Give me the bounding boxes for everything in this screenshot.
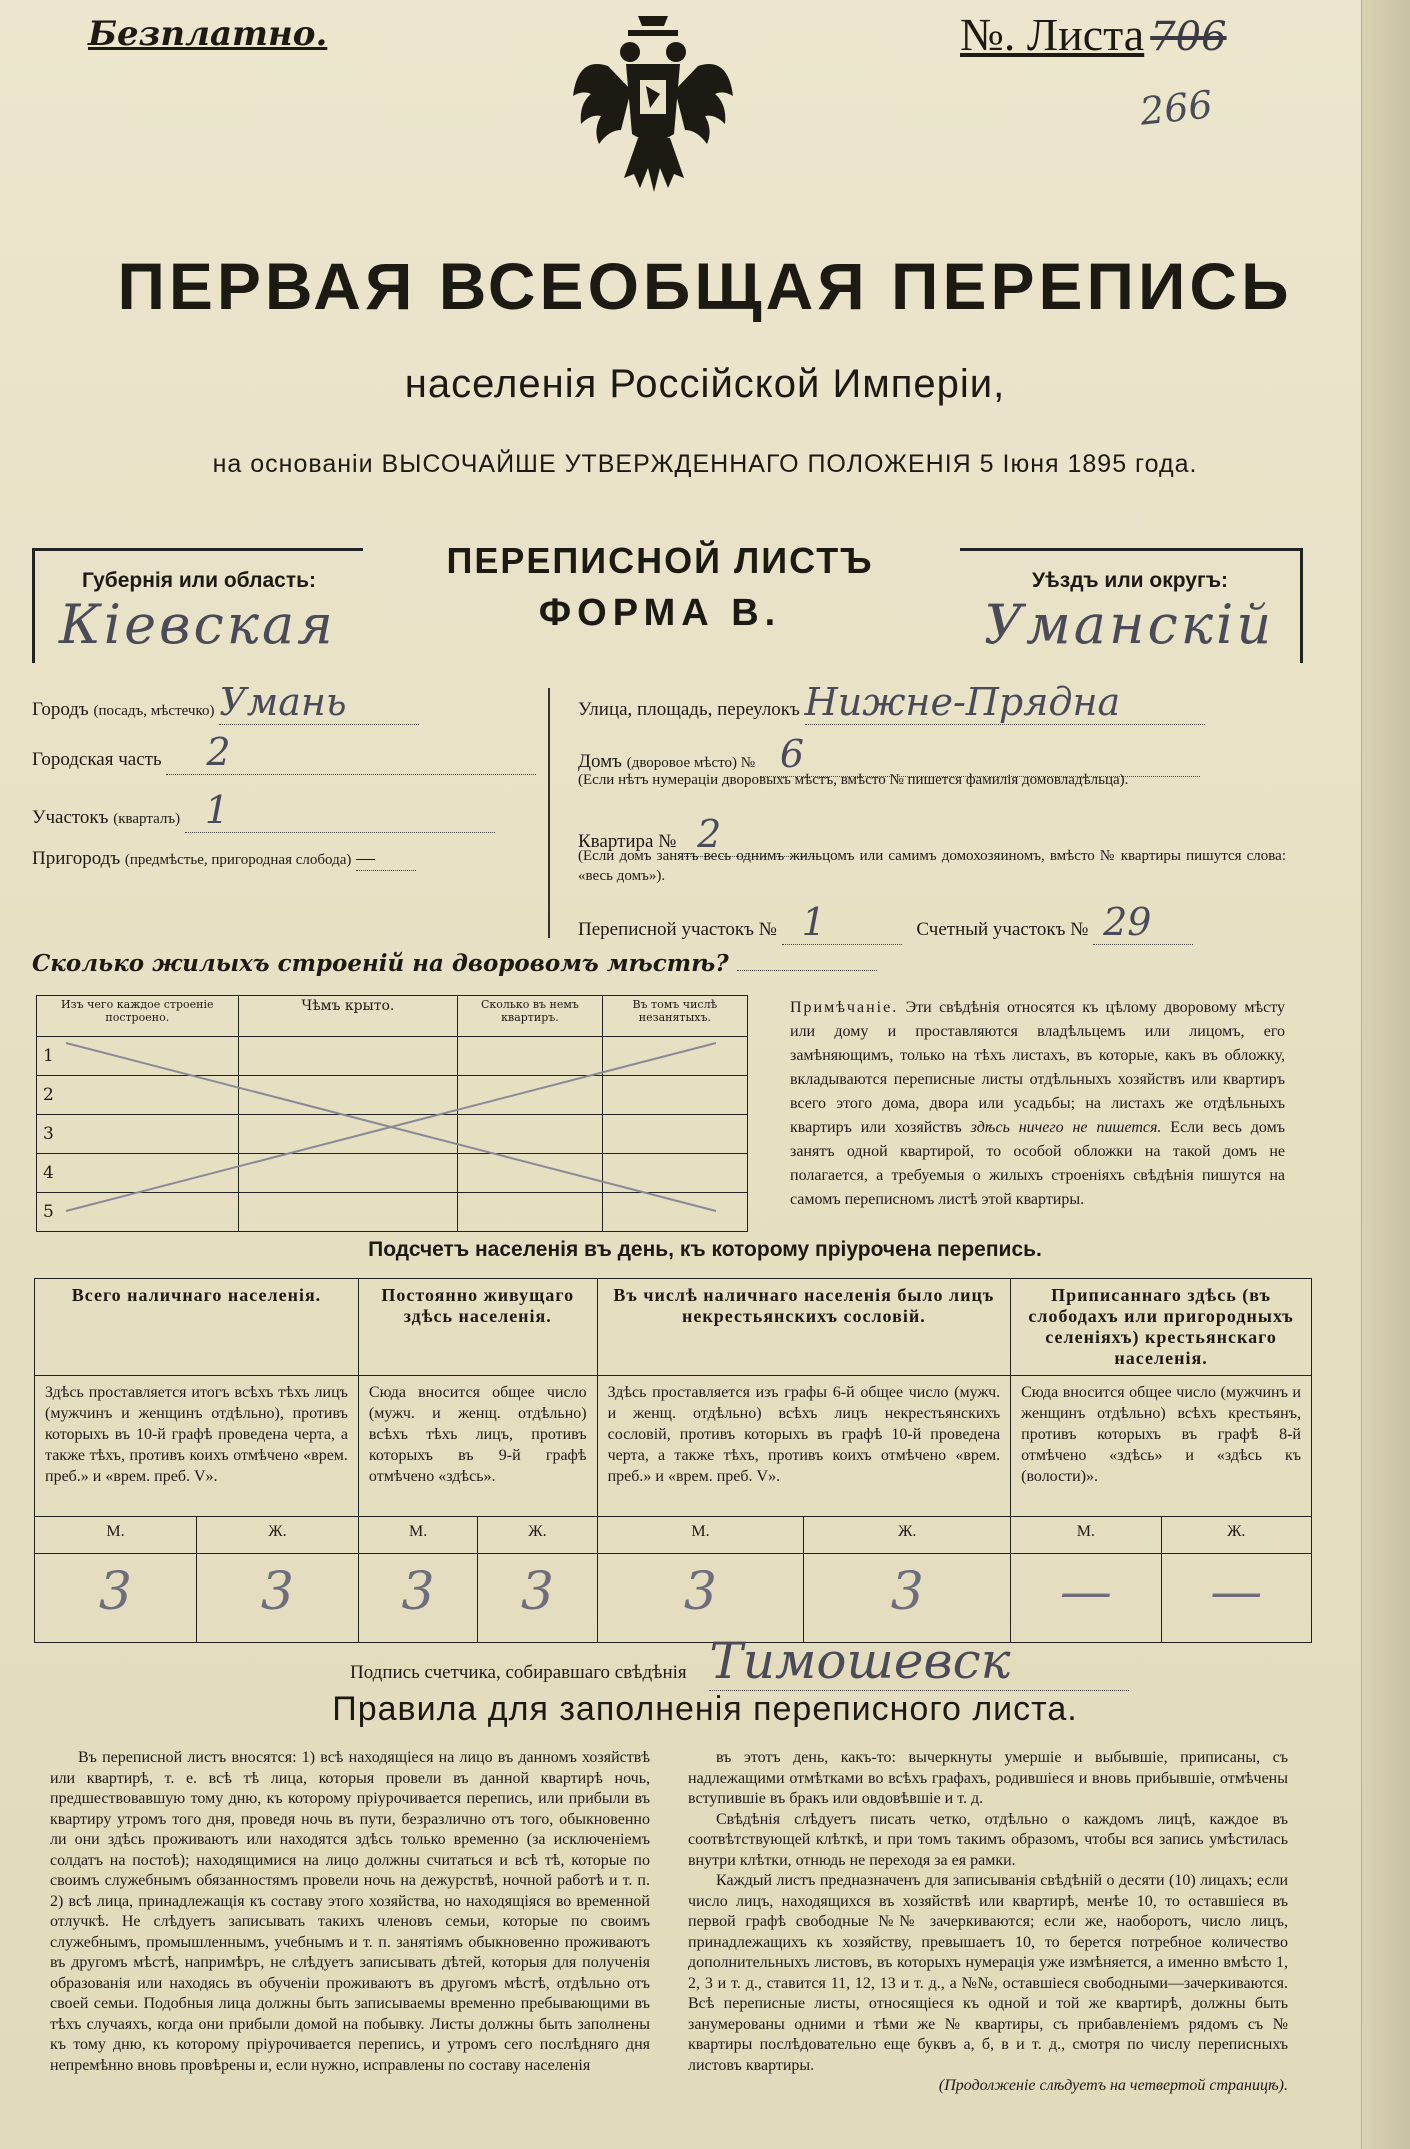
rules-left-text: Въ переписной листъ вносятся: 1) всѣ находящіеся на лицо въ данномъ хозяйствѣ или квартирѣ, т. е. всѣ тѣ лица, которыя провели въ данной квартирѣ ночь, предшествовавшую тому дню, къ которому пріурочивается перепись, или прибыли въ квартиру утромъ того дня, проведя ночь въ пути, безразлично отъ того, обыкновенно ли они здѣсь проживаютъ или находятся здѣсь только временно (за исключеніемъ солдатъ на постоѣ); находящимися на лицо должны считаться и всѣ тѣ, которые по своимъ служебнымъ обязанностямъ провели ночь на дежурствѣ, ночной работѣ и т. п. 2) всѣ лица, принадлежащія къ составу этого хозяйства, но находящіяся во временной отлучкѣ. Не слѣдуетъ записывать такихъ членовъ семьи, которые по своимъ служебнымъ, промышленнымъ, учебнымъ и т. п. занятіямъ обыкновенно проживаютъ въ другомъ мѣстѣ, напримѣръ, не слѣдуетъ записывать дѣтей, которыя для полученія образованія или находясь въ обученіи проживаютъ въ другомъ мѣстѣ, отдѣльно отъ своей семьи. Подобныя лица должны быть записываемы временно пребывающими въ тѣхъ случаяхъ, когда они прибыли домой на побывку. Листы должны быть заполнены къ тому дню, къ которому пріурочивается перепись, и утромъ сего послѣдняго дня непремѣнно вновь провѣрены и, если нужно, исправлены по составу населенія [50, 1749, 650, 2074]
dom-value: 6 [760, 732, 1200, 777]
remark-heading: Примѣчаніе. [790, 999, 899, 1016]
prigorod-sub: (предмѣстье, пригородная слобода) [124, 852, 352, 868]
gorod-value: Умань [219, 680, 419, 725]
free-label: Безплатно. [88, 14, 328, 54]
female-label: Ж. [196, 1517, 358, 1554]
count-value [196, 1554, 358, 1643]
dom-field [578, 732, 1200, 777]
uezd-label: Уѣздъ или округъ: [1031, 569, 1229, 592]
remark-text2: Если весь домъ занятъ одной квартирой, то особой обложки на такой домъ не полагается, а требуемыя о жилыхъ строеніяхъ свѣдѣнія пишутся на самомъ переписномъ листѣ этой квартиры. [790, 1119, 1286, 1208]
count-desc-row [35, 1376, 1312, 1517]
row-number: 5 [37, 1193, 239, 1232]
female-label: Ж. [804, 1517, 1011, 1554]
uezd-value: Уманскій [984, 593, 1275, 656]
cross-out-mark [36, 1033, 748, 1221]
count-title: Подсчетъ населенія въ день, къ которому пріурочена перепись. [368, 1238, 1042, 1261]
count-value-text: 3 [890, 1561, 924, 1622]
ulica-label: Улица, площадь, переулокъ [578, 699, 800, 720]
kvartira-value: 2 [681, 812, 817, 857]
remark-note [790, 996, 1285, 1212]
buildings-col-vacant: Въ томъ числѣ незанятыхъ. [602, 996, 747, 1037]
subtitle: населенія Россійской Имперіи, [404, 362, 1006, 406]
schet-label: Счетный участокъ № [916, 919, 1089, 940]
count-value [1161, 1554, 1311, 1643]
count-header-row [35, 1279, 1312, 1376]
row-number: 1 [37, 1037, 239, 1076]
uchastok-value: 1 [185, 788, 495, 833]
count-value [1011, 1554, 1161, 1643]
schet-value: 29 [1093, 900, 1193, 945]
perep-label: Переписной участокъ № [578, 919, 777, 940]
gorod-sub: (посадъ, мѣстечко) [93, 703, 215, 719]
double-headed-eagle-icon [568, 6, 738, 216]
count-value [804, 1554, 1011, 1643]
remark-italic: здѣсь ничего не пишется. [970, 1119, 1162, 1136]
rules-right-text2: Свѣдѣнія слѣдуетъ писать четко, отдѣльно о каждомъ лицѣ, каждое въ соотвѣтствующей клѣткѣ, и при томъ такимъ образомъ, чтобы вся запись умѣстилась внутри клѣтки, отнюдь не переходя за ея рамки. [688, 1810, 1288, 1869]
form-title-line1: ПЕРЕПИСНОЙ ЛИСТЪ [446, 540, 874, 581]
count-value [597, 1554, 804, 1643]
row-number: 3 [37, 1115, 239, 1154]
male-label: М. [1011, 1517, 1161, 1554]
sheet-number-handwritten: 706 [1150, 14, 1227, 60]
ulica-field [578, 680, 1205, 725]
rules-right-text1: въ этотъ день, какъ-то: вычеркнуты умершіе и выбывшіе, приписаны, съ надлежащими отмѣтками во всѣхъ графахъ, родившіеся и вновь прибывшіе, отмѣчены вступившіе въ бракъ или овдовѣвшіе и т. д. [688, 1749, 1288, 1807]
gorod-label: Городъ [32, 699, 89, 720]
female-label: Ж. [478, 1517, 597, 1554]
count-col-head: Постоянно живущаго здѣсь населенія. [358, 1279, 597, 1376]
field-divider [548, 688, 550, 938]
buildings-table-header [37, 996, 748, 1037]
rules-column-left [50, 1748, 650, 2076]
prigorod-value: — [356, 848, 416, 871]
buildings-question [32, 950, 877, 977]
perep-field [578, 900, 1193, 945]
corner-handwritten-number: 266 [1137, 82, 1215, 134]
uchastok-sub: (кварталъ) [113, 811, 181, 827]
row-number: 4 [37, 1154, 239, 1193]
count-value-text: 3 [520, 1561, 554, 1622]
count-value-text: 3 [260, 1561, 294, 1622]
count-col-desc: Здѣсь проставляется итогъ всѣхъ тѣхъ лицъ (мужчинъ и женщинъ отдѣльно), противъ которыхъ въ 10-й графѣ проведена черта, а также тѣхъ, противъ коихъ отмѣчено «врем. преб.» и «врем. преб. V». [35, 1376, 359, 1517]
count-col-head: Въ числѣ наличнаго населенія было лицъ некрестьянскихъ сословій. [597, 1279, 1011, 1376]
main-title: ПЕРВАЯ ВСЕОБЩАЯ ПЕРЕПИСЬ [117, 249, 1293, 323]
count-values-row [35, 1554, 1312, 1643]
count-col-head: Приписаннаго здѣсь (въ слободахъ или пригородныхъ селеніяхъ) крестьянскаго населенія. [1011, 1279, 1312, 1376]
prigorod-label: Пригородъ [32, 848, 121, 869]
perep-value: 1 [782, 900, 902, 945]
chast-value: 2 [166, 730, 536, 775]
gubernia-value: Кіевская [59, 593, 336, 656]
gorod-field [32, 680, 419, 725]
count-value-text: 3 [98, 1561, 133, 1622]
rules-column-right [688, 1748, 1288, 2097]
buildings-col-material: Изъ чего каждое строеніе построено. [37, 996, 239, 1037]
continued-note: (Продолженіе слѣдуетъ на четвертой страницѣ). [938, 2077, 1288, 2094]
sheet-number [960, 8, 1227, 61]
uchastok-label: Участокъ [32, 807, 109, 828]
kvartira-label: Квартира № [578, 831, 677, 852]
count-col-desc: Сюда вносится общее число (мужчинъ и женщинъ отдѣльно) всѣхъ крестьянъ, противъ которыхъ въ графѣ 8-й отмѣчено «здѣсь» и «здѣсь къ (волости)». [1011, 1376, 1312, 1517]
count-col-desc: Сюда вносится общее число (мужч. и женщ. отдѣльно) всѣхъ тѣхъ лицъ, противъ которыхъ въ 9-й графѣ отмѣчено «здѣсь». [358, 1376, 597, 1517]
male-label: М. [35, 1517, 197, 1554]
count-value [358, 1554, 477, 1643]
buildings-col-roof: Чѣмъ крыто. [238, 996, 458, 1037]
signature-value: Тимошевск [709, 1632, 1129, 1691]
sheet-number-label: №. Листа [960, 9, 1145, 60]
count-value-text: 3 [401, 1561, 435, 1622]
female-label: Ж. [1161, 1517, 1311, 1554]
signature-label: Подпись счетчика, собиравшаго свѣдѣнія [350, 1662, 687, 1683]
form-title-line2: ФОРМА В. [538, 592, 782, 634]
count-value [35, 1554, 197, 1643]
chast-label: Городская часть [32, 749, 162, 770]
dom-sub: (дворовое мѣсто) № [626, 755, 756, 771]
uezd-box [960, 548, 1303, 663]
count-value-text: — [1059, 1561, 1112, 1622]
count-value [478, 1554, 597, 1643]
count-value-text: 3 [683, 1561, 718, 1622]
buildings-answer-line [737, 970, 877, 971]
rules-right-text3: Каждый листъ предназначенъ для записыванія свѣдѣній о десяти (10) лицахъ; если число лицъ, находящихся въ хозяйствѣ или квартирѣ, менѣе 10, то оставшіеся въ первой графѣ свободные №№ зачеркиваются; если же, наоборотъ, число лицъ, принадлежащихъ къ хозяйству, превышаетъ 10, то берется потребное количество дополнительныхъ листовъ, въ которыхъ нумерація уже измѣняется, а именно вмѣсто 1, 2, 3 и т. д., ставится 11, 12, 13 и т. д., а №№, оставшіеся свободными—зачеркиваются. Всѣ переписные листы, относящіеся къ одной и той же квартирѣ, должны быть занумерованы одними и тѣми же № квартиры, съ прибавленіемъ рядомъ съ № квартиры послѣдовательно еще буквъ а, б, в и т. д., смотря по числу переписныхъ листовъ квартиры. [688, 1872, 1288, 2074]
gubernia-label: Губернія или область: [81, 569, 317, 592]
sex-label-row [35, 1517, 1312, 1554]
buildings-question-text: Сколько жилыхъ строеній на дворовомъ мѣстѣ? [32, 950, 729, 977]
dom-label: Домъ [578, 751, 622, 772]
rules-title: Правила для заполненія переписного листа. [332, 1690, 1078, 1728]
male-label: М. [358, 1517, 477, 1554]
male-label: М. [597, 1517, 804, 1554]
count-value-text: — [1210, 1561, 1263, 1622]
kvartira-note: (Если домъ занятъ весь однимъ жильцомъ или самимъ домохозяиномъ, вмѣсто № квартиры пишутся слова: «весь домъ»). [578, 848, 1286, 884]
count-col-head: Всего наличнаго населенія. [35, 1279, 359, 1376]
form-title [380, 540, 940, 635]
ulica-value: Нижне-Прядна [805, 680, 1205, 725]
prigorod-field [32, 848, 416, 871]
signature-line [350, 1632, 1129, 1691]
uchastok-field [32, 788, 495, 833]
chast-field [32, 730, 536, 775]
gubernia-box [32, 548, 363, 663]
remark-text: Эти свѣдѣнія относятся къ цѣлому дворовому мѣсту или дому и проставляются владѣльцемъ или лицомъ, его замѣняющимъ, только на тѣхъ листахъ, въ которые, какъ въ обложку, вкладываются переписные листы отдѣльныхъ хозяйствъ или квартиръ всего этого дома, двора или усадьбы; на листахъ же отдѣльныхъ квартиръ или хозяйствъ [790, 999, 1286, 1136]
count-col-desc: Здѣсь проставляется изъ графы 6-й общее число (мужч. и женщ. отдѣльно) всѣхъ лицъ некрестьянскихъ сословій, противъ которыхъ въ графѣ 10-й проведена черта, а также тѣхъ, противъ коихъ отмѣчено «врем. преб.» и «врем. преб. V». [597, 1376, 1011, 1517]
buildings-col-flats: Сколько въ немъ квартиръ. [458, 996, 602, 1037]
decree-line: на основаніи ВЫСОЧАЙШЕ УТВЕРЖДЕННАГО ПОЛОЖЕНІЯ 5 Іюня 1895 года. [212, 450, 1198, 478]
dom-note: (Если нѣтъ нумераціи дворовыхъ мѣстъ, вмѣсто № пишется фамилія домовладѣльца). [578, 772, 1129, 788]
row-number: 2 [37, 1076, 239, 1115]
population-count-table [34, 1278, 1312, 1643]
